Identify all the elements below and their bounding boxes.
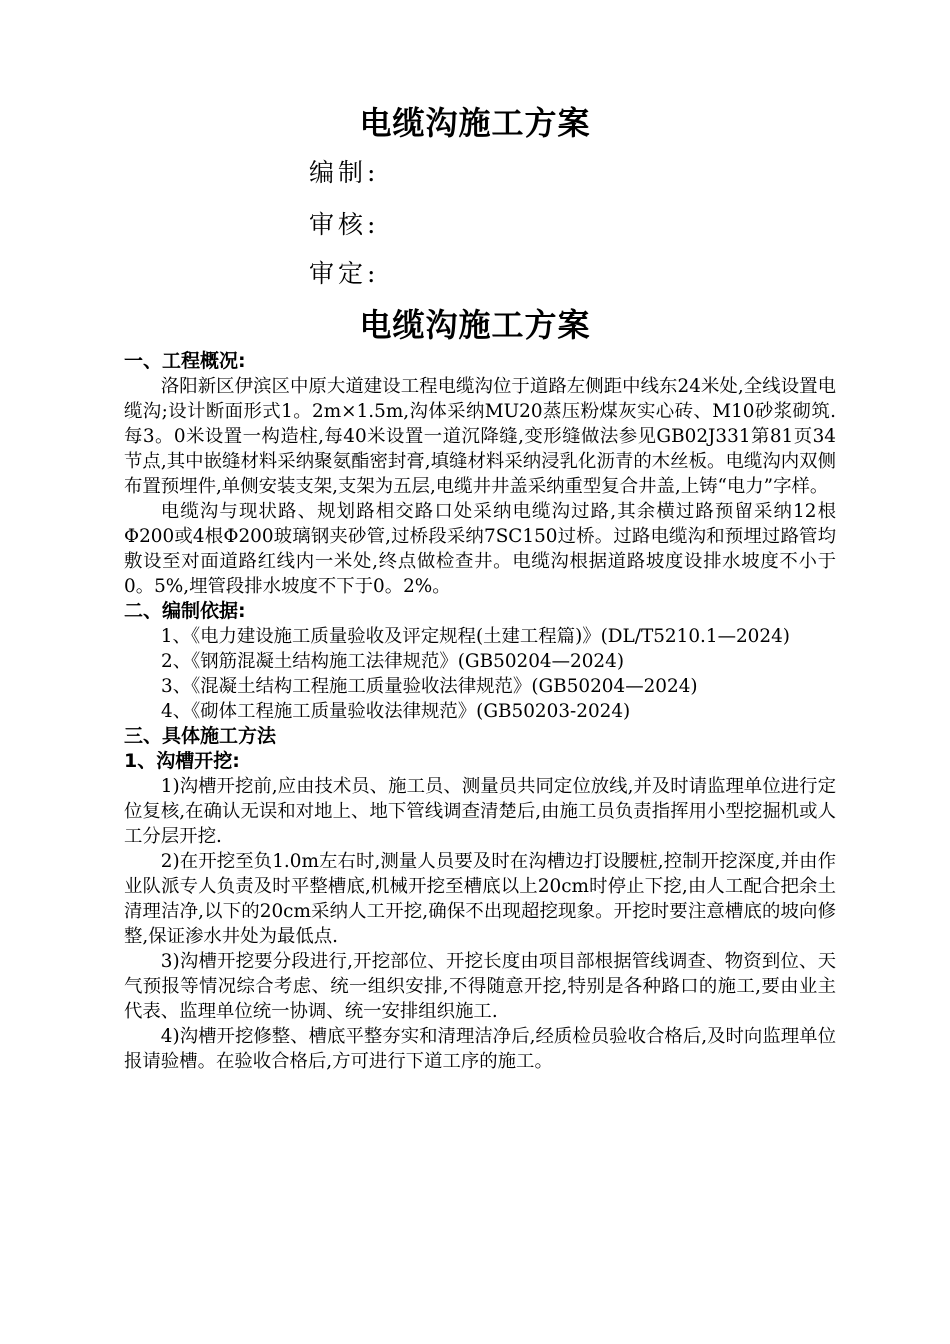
trench-paragraph-3: 3)沟槽开挖要分段进行,开挖部位、开挖长度由项目部根据管线调查、物资到位、天气预报等情况综合考虑、统一组织安排,不得随意开挖,特别是各种路口的施工,要由业主代表、监理单位统一协调、统一安排组织施工. xyxy=(124,951,836,1022)
section-heading-method: 三、具体施工方法 xyxy=(124,725,277,747)
trench-paragraph-4: 4)沟槽开挖修整、槽底平整夯实和清理洁净后,经质检员验收合格后,及时向监理单位报请验槽。在验收合格后,方可进行下道工序的施工。 xyxy=(124,1026,836,1072)
trench-paragraph-2: 2)在开挖至负1.0m左右时,测量人员要及时在沟槽边打设腰桩,控制开挖深度,并由作业队派专人负责及时平整槽底,机械开挖至槽底以上20cm时停止下挖,由人工配合把余土清理洁净,以下的20cm采纳人工开挖,确保不出现超挖现象。开挖时要注意槽底的坡向修整,保证渗水井处为最低点. xyxy=(124,851,836,947)
document-body xyxy=(124,349,836,1074)
trench-paragraph-1: 1)沟槽开挖前,应由技术员、施工员、测量员共同定位放线,并及时请监理单位进行定位复核,在确认无误和对地上、地下管线调查清楚后,由施工员负责指挥用小型挖掘机或人工分层开挖. xyxy=(124,776,836,847)
document-title: 电缆沟施工方案 xyxy=(359,306,591,344)
subsection-heading-trench: 1、沟槽开挖: xyxy=(124,750,240,772)
reviewed-by-label: 审核: xyxy=(309,210,380,239)
section-heading-overview: 一、工程概况: xyxy=(124,350,246,372)
section-heading-basis: 二、编制依据: xyxy=(124,600,246,622)
overview-paragraph-1: 洛阳新区伊滨区中原大道建设工程电缆沟位于道路左侧距中线东24米处,全线设置电缆沟;设计断面形式1。2m×1.5m,沟体采纳MU20蒸压粉煤灰实心砖、M10砂浆砌筑.每3。0米设置一构造柱,每40米设置一道沉降缝,变形缝做法参见GB02J331第81页34节点,其中嵌缝材料采纳聚氨酯密封膏,填缝材料采纳浸乳化沥青的木丝板。电缆沟内双侧布置预埋件,单侧安装支架,支架为五层,电缆井井盖采纳重型复合井盖,上铸“电力”字样。 xyxy=(124,376,836,497)
overview-paragraph-2: 电缆沟与现状路、规划路相交路口处采纳电缆沟过路,其余横过路预留采纳12根Φ200或4根Φ200玻璃钢夹砂管,过桥段采纳7SC150过桥。过路电缆沟和预埋过路管均敷设至对面道路红线内一米处,终点做检查井。电缆沟根据道路坡度设排水坡度不小于0。5%,埋管段排水坡度不下于0。2%。 xyxy=(124,501,836,597)
reference-item-2: 2、《钢筋混凝土结构施工法律规范》(GB50204—2024) xyxy=(161,651,625,672)
approved-by-label: 审定: xyxy=(309,259,380,288)
reference-item-3: 3、《混凝土结构工程施工质量验收法律规范》(GB50204—2024) xyxy=(161,676,698,697)
cover-title: 电缆沟施工方案 xyxy=(359,104,591,142)
reference-item-4: 4、《砌体工程施工质量验收法律规范》(GB50203-2024) xyxy=(161,701,631,722)
reference-item-1: 1、《电力建设施工质量验收及评定规程(土建工程篇)》(DL/T5210.1—2024) xyxy=(160,626,790,647)
compiled-by-label: 编制: xyxy=(309,158,380,187)
